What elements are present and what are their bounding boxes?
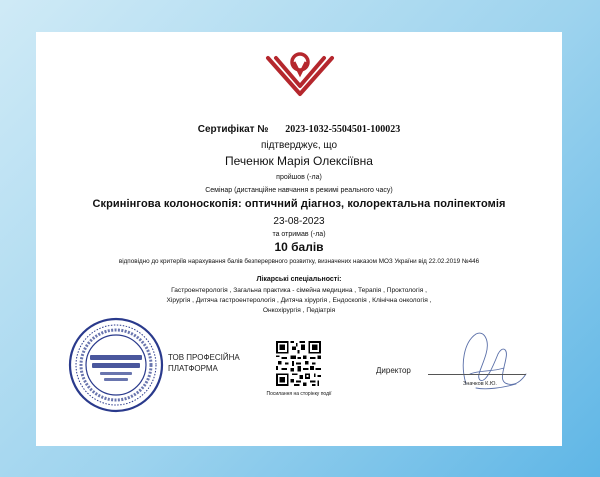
specialties-line: Хірургія , Дитяча гастроентерологія , Дитяча хірургія , Ендоскопія , Клінічна онкологія , (166, 297, 432, 304)
director-label: Директор (376, 366, 411, 375)
qr-caption: Посилання на сторінку події (266, 391, 332, 397)
signature-icon (446, 324, 532, 404)
certificate (36, 32, 562, 446)
criteria-text: відповідно до критеріїв нарахування балів безперервного розвитку, визначених наказом МОЗ України від 22.02.2019 №446 (118, 258, 480, 265)
stamp-icon (66, 315, 166, 415)
company-name-line: ТОВ ПРОФЕСІЙНА (168, 353, 240, 362)
certificate-number: 2023-1032-5504501-100023 (285, 124, 401, 135)
logo-icon (264, 48, 336, 104)
passed-text: пройшов (-ла) (276, 174, 322, 181)
qr-code[interactable] (276, 341, 321, 386)
certificate-number-label: Сертифікат № (197, 124, 269, 135)
certificate-number-row (36, 124, 562, 135)
specialties-line: Гастроентерологія , Загальна практика - сімейна медицина , Терапія , Проктологія , (171, 287, 427, 294)
course-date: 23-08-2023 (273, 216, 325, 227)
signature-line (428, 374, 526, 375)
company-name (168, 352, 240, 374)
seminar-type: Семінар (дистанційне навчання в режимі реального часу) (205, 187, 393, 194)
specialties-line: Онкохірургія , Педіатрія (262, 307, 336, 314)
specialties-heading: Лікарські спеціальності: (256, 276, 342, 283)
company-name-line: ПЛАТФОРМА (168, 364, 218, 373)
director-name: Значков К.Ю. (463, 381, 497, 387)
recipient-name: Печенюк Марія Олексіївна (225, 154, 373, 168)
points-awarded: 10 балів (274, 240, 324, 254)
received-text: та отримав (-ла) (272, 231, 326, 238)
course-title: Скринінгова колоноскопія: оптичний діагноз, колоректальна поліпектомія (92, 198, 506, 210)
confirms-text: підтверджує, що (260, 140, 338, 151)
